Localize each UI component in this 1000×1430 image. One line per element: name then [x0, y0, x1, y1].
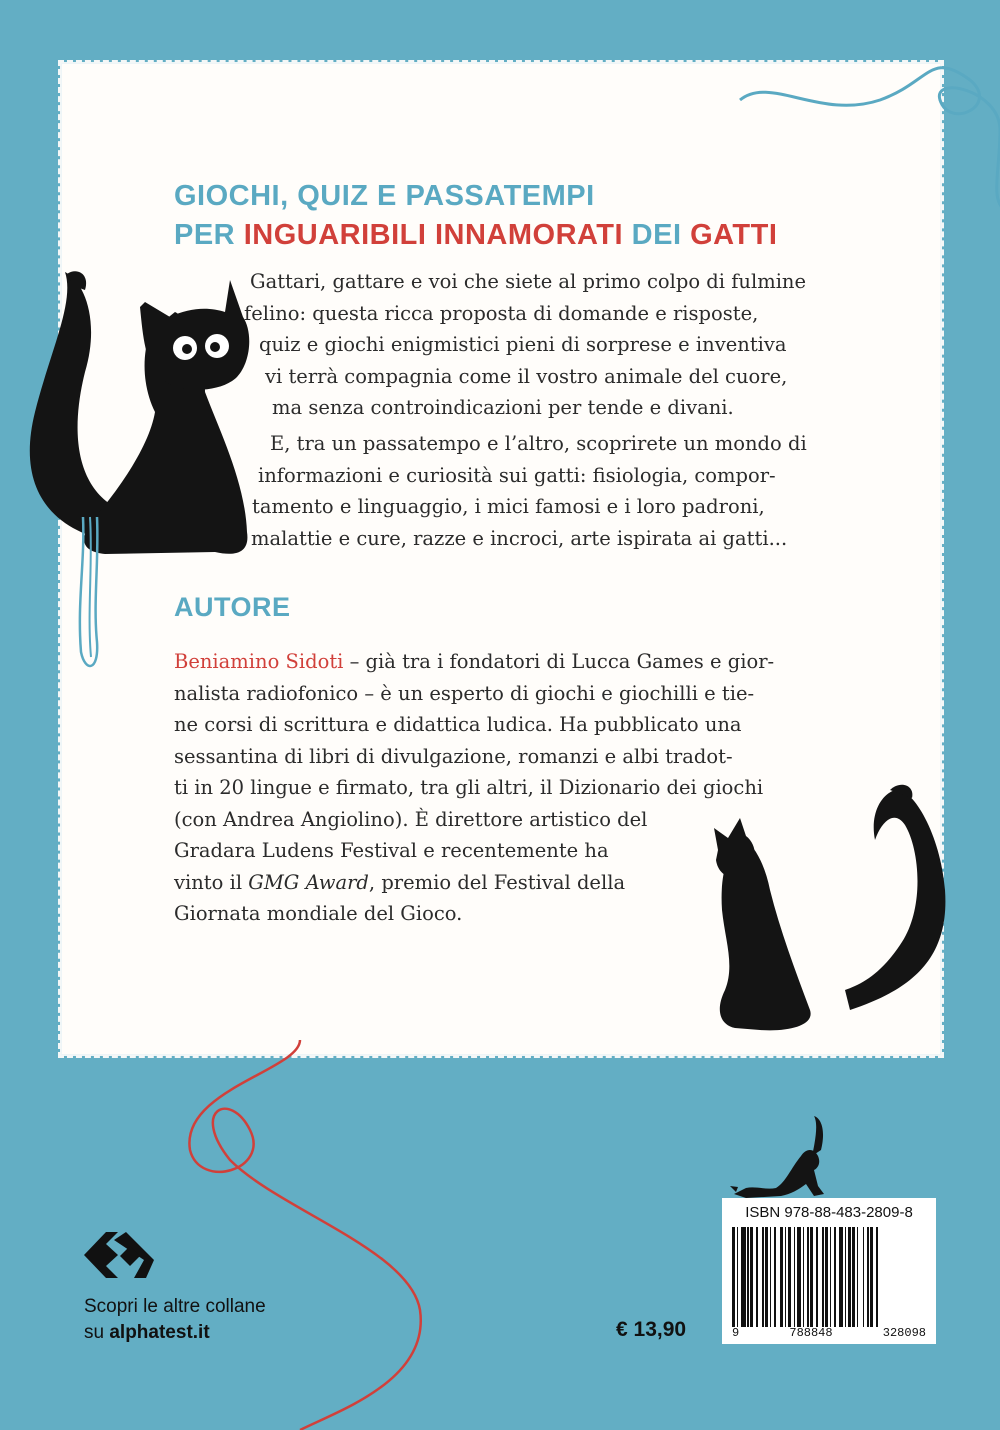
- headline-line-2: [174, 219, 777, 252]
- yarn-thread-top-icon: [700, 60, 1000, 210]
- author-bio-line: nalista radiofonico – è un esperto di giochi e giochilli e tie-: [174, 681, 755, 705]
- barcode-bar: [878, 1227, 880, 1327]
- intro-line: vi terrà compagnia come il vostro animale del cuore,: [265, 364, 788, 388]
- author-bio-first-line: [174, 646, 774, 678]
- price-label: € 13,90: [616, 1318, 687, 1341]
- alpha-test-logo-icon: [84, 1232, 154, 1278]
- author-bio-line: ne corsi di scrittura e didattica ludica. Ha pubblicato una: [174, 713, 742, 736]
- headline-highlight-2: GATTI: [690, 219, 778, 251]
- intro-line: tamento e linguaggio, i mici famosi e i loro padroni,: [252, 495, 765, 518]
- cat-silhouette-right-icon: [700, 770, 960, 1060]
- barcode-digits: [732, 1326, 926, 1340]
- promo-line-1: Scopri le altre collane: [84, 1296, 266, 1317]
- intro-line: E, tra un passatempo e l’altro, scoprirete un mondo di: [270, 432, 807, 455]
- intro-line: informazioni e curiosità sui gatti: fisiologia, compor-: [258, 463, 776, 487]
- award-suffix: , premio del Festival della: [368, 870, 626, 894]
- headline-line-1: GIOCHI, QUIZ E PASSATEMPI: [174, 180, 595, 212]
- barcode-digit-group: 328098: [882, 1326, 926, 1340]
- intro-paragraph-1: [244, 266, 807, 424]
- author-section-title: AUTORE: [174, 592, 291, 622]
- headline-prefix: PER: [174, 219, 236, 251]
- promo-prefix: su: [84, 1322, 110, 1343]
- author-name: Beniamino Sidoti: [174, 650, 344, 673]
- award-name: GMG Award: [248, 870, 369, 894]
- small-stretching-cat-icon: [726, 1108, 836, 1200]
- headline-highlight-1: INGUARIBILI INNAMORATI: [243, 219, 624, 251]
- award-prefix: vinto il: [174, 870, 249, 894]
- author-bio: [174, 646, 774, 930]
- intro-line: felino: questa ricca proposta di domande e risposte,: [244, 301, 759, 325]
- barcode-bars: [732, 1227, 926, 1327]
- author-bio-text: – già tra i fondatori di Lucca Games e gior-: [343, 650, 775, 673]
- intro-line: quiz e giochi enigmistici pieni di sorprese e inventiva: [259, 333, 787, 356]
- promo-website-link[interactable]: alphatest.it: [109, 1322, 210, 1343]
- author-bio-line: Gradara Ludens Festival e recentemente ha: [174, 839, 609, 862]
- yarn-thread-bottom-icon: [150, 1050, 450, 1430]
- intro-line: malattie e cure, razze e incroci, arte ispirata ai gatti...: [251, 526, 788, 550]
- barcode: [722, 1198, 936, 1344]
- author-bio-line: ti in 20 lingue e firmato, tra gli altri, il Dizionario dei giochi: [174, 776, 764, 799]
- intro-line: Gattari, gattare e voi che siete al primo colpo di fulmine: [250, 270, 807, 293]
- isbn-label: ISBN 978-88-483-2809-8: [745, 1204, 913, 1221]
- promo-line-2: [84, 1322, 210, 1344]
- author-bio-line: (con Andrea Angiolino). È direttore artistico del: [174, 807, 648, 831]
- author-bio-award-line: [174, 867, 774, 899]
- headline-mid: DEI: [631, 219, 682, 251]
- author-bio-line: Giornata mondiale del Gioco.: [174, 902, 463, 925]
- author-bio-line: sessantina di libri di divulgazione, romanzi e albi tradot-: [174, 744, 733, 768]
- intro-paragraph-2: [251, 428, 807, 554]
- barcode-digit-group: 9: [732, 1326, 740, 1340]
- barcode-digit-group: 788848: [789, 1326, 833, 1340]
- intro-line: ma senza controindicazioni per tende e divani.: [272, 396, 734, 419]
